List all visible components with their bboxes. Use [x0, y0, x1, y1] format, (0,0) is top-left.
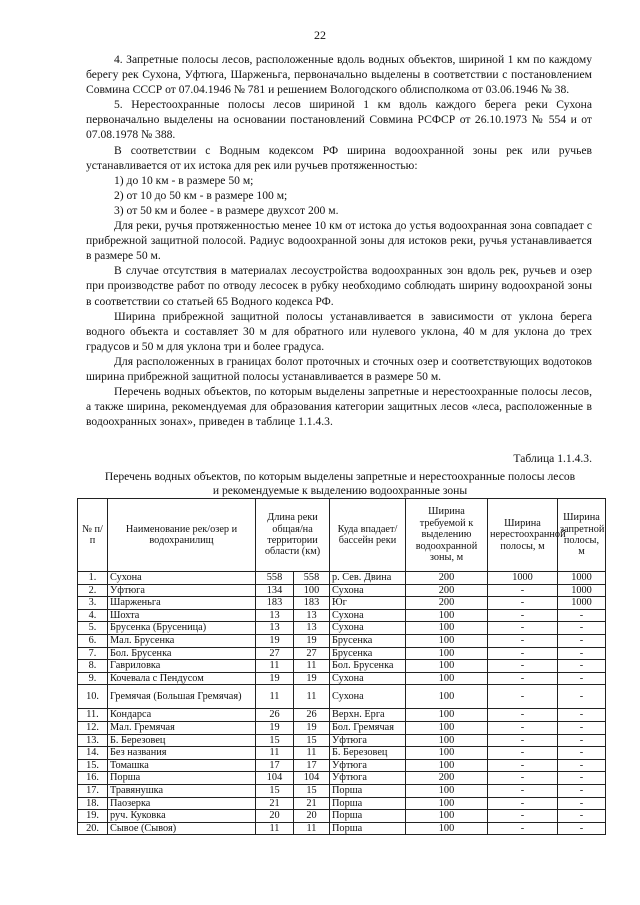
cell-forbidden: -: [558, 660, 606, 673]
cell-name: Паозерка: [108, 797, 256, 810]
cell-forbidden: -: [558, 784, 606, 797]
paragraph-table-reference: Перечень водных объектов, по которым выделены запретные и нерестоохранные полосы лесов, а также ширина, рекомендуемая для образования категории защитных лесов «леса, расположенные в водоохранных зонах», приведен в таблице 1.1.4.3.: [86, 385, 592, 429]
cell-forbidden: 1000: [558, 572, 606, 585]
cell-forbidden: -: [558, 721, 606, 734]
cell-water-zone: 200: [406, 584, 488, 597]
table-row: [78, 597, 606, 610]
cell-name: Мал. Гремячая: [108, 721, 256, 734]
cell-num: 12.: [78, 721, 108, 734]
table-row: [78, 822, 606, 835]
table-title: [70, 470, 610, 498]
table-row: [78, 784, 606, 797]
header-forbidden: Ширина запретной полосы, м: [558, 499, 606, 572]
cell-length-total: 26: [256, 709, 294, 722]
cell-num: 14.: [78, 747, 108, 760]
table-row: [78, 572, 606, 585]
cell-num: 17.: [78, 784, 108, 797]
cell-forbidden: -: [558, 622, 606, 635]
cell-basin: Бол. Брусенка: [330, 660, 406, 673]
table-row: [78, 747, 606, 760]
header-water-zone: Ширина требуемой к выделению водоохранной зоны, м: [406, 499, 488, 572]
cell-water-zone: 100: [406, 660, 488, 673]
cell-water-zone: 100: [406, 759, 488, 772]
cell-spawning: -: [488, 660, 558, 673]
cell-spawning: -: [488, 721, 558, 734]
cell-forbidden: -: [558, 609, 606, 622]
table-row: [78, 797, 606, 810]
cell-basin: р. Сев. Двина: [330, 572, 406, 585]
cell-name: Кондарса: [108, 709, 256, 722]
cell-length-total: 19: [256, 634, 294, 647]
cell-num: 8.: [78, 660, 108, 673]
cell-name: Гавриловка: [108, 660, 256, 673]
cell-basin: Уфтюга: [330, 772, 406, 785]
cell-num: 10.: [78, 685, 108, 709]
cell-water-zone: 200: [406, 597, 488, 610]
cell-num: 15.: [78, 759, 108, 772]
cell-length-region: 11: [294, 822, 330, 835]
cell-basin: Уфтюга: [330, 759, 406, 772]
cell-num: 6.: [78, 634, 108, 647]
list-item-1: 1) до 10 км - в размере 50 м;: [114, 173, 254, 187]
cell-length-region: 19: [294, 721, 330, 734]
table-label: Таблица 1.1.4.3.: [513, 452, 592, 465]
cell-name: Гремячая (Большая Гремячая): [108, 685, 256, 709]
cell-forbidden: -: [558, 822, 606, 835]
cell-num: 13.: [78, 734, 108, 747]
header-name: Наименование рек/озер и водохранилищ: [108, 499, 256, 572]
cell-forbidden: -: [558, 734, 606, 747]
cell-spawning: -: [488, 784, 558, 797]
cell-forbidden: -: [558, 672, 606, 685]
cell-length-region: 19: [294, 634, 330, 647]
cell-name: Уфтюга: [108, 584, 256, 597]
table-row: [78, 734, 606, 747]
cell-length-region: 100: [294, 584, 330, 597]
cell-basin: Брусенка: [330, 647, 406, 660]
cell-length-region: 11: [294, 685, 330, 709]
cell-forbidden: -: [558, 772, 606, 785]
cell-length-region: 17: [294, 759, 330, 772]
cell-spawning: -: [488, 822, 558, 835]
cell-length-region: 104: [294, 772, 330, 785]
cell-num: 2.: [78, 584, 108, 597]
cell-num: 5.: [78, 622, 108, 635]
cell-num: 11.: [78, 709, 108, 722]
page-number: 22: [314, 28, 326, 42]
cell-length-total: 21: [256, 797, 294, 810]
cell-forbidden: -: [558, 709, 606, 722]
cell-length-region: 27: [294, 647, 330, 660]
cell-length-region: 15: [294, 734, 330, 747]
table-row: [78, 609, 606, 622]
cell-name: Сывое (Сывоя): [108, 822, 256, 835]
cell-num: 16.: [78, 772, 108, 785]
cell-forbidden: 1000: [558, 584, 606, 597]
paragraph-short-rivers: Для реки, ручья протяженностью менее 10 км от истока до устья водоохранная зона совпадает с прибрежной защитной полосой. Радиус водоохранной зоны для истоков реки, ручья устанавливается в размере 50 м.: [86, 219, 592, 263]
cell-forbidden: -: [558, 797, 606, 810]
cell-water-zone: 100: [406, 784, 488, 797]
cell-name: Без названия: [108, 747, 256, 760]
list-item-3: 3) от 50 км и более - в размере двухсот 200 м.: [114, 203, 339, 217]
cell-num: 9.: [78, 672, 108, 685]
cell-length-total: 11: [256, 660, 294, 673]
cell-length-total: 11: [256, 747, 294, 760]
cell-name: Томашка: [108, 759, 256, 772]
cell-num: 18.: [78, 797, 108, 810]
paragraph-spawning-strips: 5. Нерестоохранные полосы лесов шириной 1 км вдоль каждого берега реки Сухона первоначально выделены на основании постановлений Совмина РСФСР от 26.10.1973 № 554 и от 07.08.1978 № 388.: [86, 98, 592, 142]
cell-basin: Порша: [330, 822, 406, 835]
cell-spawning: -: [488, 797, 558, 810]
header-length: Длина реки общая/на территории области (км): [256, 499, 330, 572]
cell-water-zone: 100: [406, 709, 488, 722]
cell-length-region: 13: [294, 609, 330, 622]
paragraph-forbidden-strips: 4. Запретные полосы лесов, расположенные вдоль водных объектов, шириной 1 км по каждому берегу рек Сухона, Уфтюга, Шарженьга, первоначально выделены в соответствии с постановлением Совмина СССР от 07.04.1946 № 781 и решением Вологодского облисполкома от 03.06.1946 № 38.: [86, 53, 592, 97]
cell-name: Травянушка: [108, 784, 256, 797]
cell-forbidden: -: [558, 634, 606, 647]
cell-num: 4.: [78, 609, 108, 622]
cell-basin: Б. Березовец: [330, 747, 406, 760]
cell-num: 20.: [78, 822, 108, 835]
cell-water-zone: 100: [406, 647, 488, 660]
cell-basin: Сухона: [330, 609, 406, 622]
cell-length-total: 27: [256, 647, 294, 660]
cell-basin: Порша: [330, 810, 406, 823]
cell-basin: Брусенка: [330, 634, 406, 647]
cell-basin: Бол. Гремячая: [330, 721, 406, 734]
header-basin: Куда впадает/бассейн реки: [330, 499, 406, 572]
table-row: [78, 634, 606, 647]
cell-basin: Сухона: [330, 584, 406, 597]
cell-water-zone: 100: [406, 609, 488, 622]
cell-length-region: 558: [294, 572, 330, 585]
list-item-2: 2) от 10 до 50 км - в размере 100 м;: [114, 188, 288, 202]
table-row: [78, 685, 606, 709]
cell-length-total: 19: [256, 672, 294, 685]
cell-name: Бол. Брусенка: [108, 647, 256, 660]
table-body: [78, 572, 606, 835]
cell-length-total: 13: [256, 609, 294, 622]
cell-spawning: -: [488, 810, 558, 823]
cell-length-total: 17: [256, 759, 294, 772]
cell-spawning: -: [488, 709, 558, 722]
cell-spawning: -: [488, 647, 558, 660]
cell-spawning: -: [488, 584, 558, 597]
cell-length-region: 13: [294, 622, 330, 635]
cell-length-total: 134: [256, 584, 294, 597]
cell-name: Б. Березовец: [108, 734, 256, 747]
cell-length-total: 183: [256, 597, 294, 610]
cell-length-total: 11: [256, 822, 294, 835]
cell-basin: Порша: [330, 784, 406, 797]
cell-length-region: 11: [294, 747, 330, 760]
cell-num: 3.: [78, 597, 108, 610]
cell-spawning: -: [488, 747, 558, 760]
paragraph-missing-zones: В случае отсутствия в материалах лесоустройства водоохранных зон вдоль рек, ручьев и озер при производстве работ по отводу лесосек в рубку необходимо соблюдать ширину водоохраной зоны в соответствии со статьей 65 Водного кодекса РФ.: [86, 264, 592, 308]
cell-spawning: -: [488, 609, 558, 622]
cell-length-region: 183: [294, 597, 330, 610]
paragraph-water-code: В соответствии с Водным кодексом РФ ширина водоохранной зоны рек или ручьев устанавливается от их истока для рек или ручьев протяженностью:: [86, 143, 592, 172]
cell-length-total: 15: [256, 784, 294, 797]
cell-forbidden: 1000: [558, 597, 606, 610]
cell-length-total: 104: [256, 772, 294, 785]
cell-basin: Сухона: [330, 685, 406, 709]
cell-spawning: -: [488, 597, 558, 610]
paragraph-swamp-lakes: Для расположенных в границах болот проточных и сточных озер и соответствующих водотоков ширина прибрежной защитной полосы устанавливается в размере 50 м.: [86, 354, 592, 383]
cell-water-zone: 100: [406, 622, 488, 635]
table-row: [78, 622, 606, 635]
cell-length-region: 11: [294, 660, 330, 673]
cell-spawning: -: [488, 672, 558, 685]
cell-water-zone: 100: [406, 734, 488, 747]
cell-spawning: -: [488, 622, 558, 635]
cell-length-total: 15: [256, 734, 294, 747]
cell-name: Мал. Брусенка: [108, 634, 256, 647]
cell-length-region: 19: [294, 672, 330, 685]
cell-length-total: 19: [256, 721, 294, 734]
table-row: [78, 759, 606, 772]
cell-length-region: 15: [294, 784, 330, 797]
cell-name: Шохта: [108, 609, 256, 622]
table-row: [78, 672, 606, 685]
cell-spawning: -: [488, 772, 558, 785]
cell-name: Брусенка (Брусеница): [108, 622, 256, 635]
table-row: [78, 772, 606, 785]
table-row: [78, 721, 606, 734]
cell-water-zone: 100: [406, 822, 488, 835]
paragraph-coastal-strip: Ширина прибрежной защитной полосы устанавливается в зависимости от уклона берега водного объекта и составляет 30 м для обратного или нулевого уклона, 40 м для уклона до трех градусов и 50 м для уклона три и более градуса.: [86, 309, 592, 353]
cell-name: Шарженьга: [108, 597, 256, 610]
cell-forbidden: -: [558, 759, 606, 772]
cell-spawning: 1000: [488, 572, 558, 585]
cell-num: 7.: [78, 647, 108, 660]
table-row: [78, 647, 606, 660]
table-header-row: [78, 499, 606, 572]
cell-water-zone: 200: [406, 772, 488, 785]
cell-water-zone: 100: [406, 672, 488, 685]
cell-length-total: 11: [256, 685, 294, 709]
cell-water-zone: 100: [406, 721, 488, 734]
table-row: [78, 584, 606, 597]
cell-name: Сухона: [108, 572, 256, 585]
cell-name: Кочевала с Пендусом: [108, 672, 256, 685]
cell-spawning: -: [488, 734, 558, 747]
table-title-line-1: Перечень водных объектов, по которым выделены запретные и нерестоохранные полосы лесов: [104, 470, 576, 483]
cell-basin: Уфтюга: [330, 734, 406, 747]
cell-length-region: 21: [294, 797, 330, 810]
cell-length-region: 20: [294, 810, 330, 823]
cell-forbidden: -: [558, 747, 606, 760]
cell-num: 19.: [78, 810, 108, 823]
water-objects-table: [77, 498, 606, 835]
cell-water-zone: 200: [406, 572, 488, 585]
header-spawning: Ширина нерестоохранной полосы, м: [488, 499, 558, 572]
cell-basin: Сухона: [330, 622, 406, 635]
cell-basin: Сухона: [330, 672, 406, 685]
cell-basin: Верхн. Ерга: [330, 709, 406, 722]
cell-spawning: -: [488, 685, 558, 709]
cell-num: 1.: [78, 572, 108, 585]
table-row: [78, 660, 606, 673]
cell-forbidden: -: [558, 647, 606, 660]
body-text: [86, 52, 592, 429]
cell-spawning: -: [488, 634, 558, 647]
cell-water-zone: 100: [406, 797, 488, 810]
cell-length-region: 26: [294, 709, 330, 722]
cell-water-zone: 100: [406, 634, 488, 647]
cell-spawning: -: [488, 759, 558, 772]
cell-forbidden: -: [558, 685, 606, 709]
cell-water-zone: 100: [406, 810, 488, 823]
cell-water-zone: 100: [406, 685, 488, 709]
cell-forbidden: -: [558, 810, 606, 823]
cell-name: Порша: [108, 772, 256, 785]
cell-water-zone: 100: [406, 747, 488, 760]
cell-length-total: 13: [256, 622, 294, 635]
cell-length-total: 20: [256, 810, 294, 823]
table-row: [78, 810, 606, 823]
table-row: [78, 709, 606, 722]
cell-basin: Порша: [330, 797, 406, 810]
cell-basin: Юг: [330, 597, 406, 610]
cell-name: руч. Куковка: [108, 810, 256, 823]
cell-length-total: 558: [256, 572, 294, 585]
table-title-line-2: и рекомендуемые к выделению водоохранные зоны: [212, 484, 468, 497]
header-num: № п/п: [78, 499, 108, 572]
